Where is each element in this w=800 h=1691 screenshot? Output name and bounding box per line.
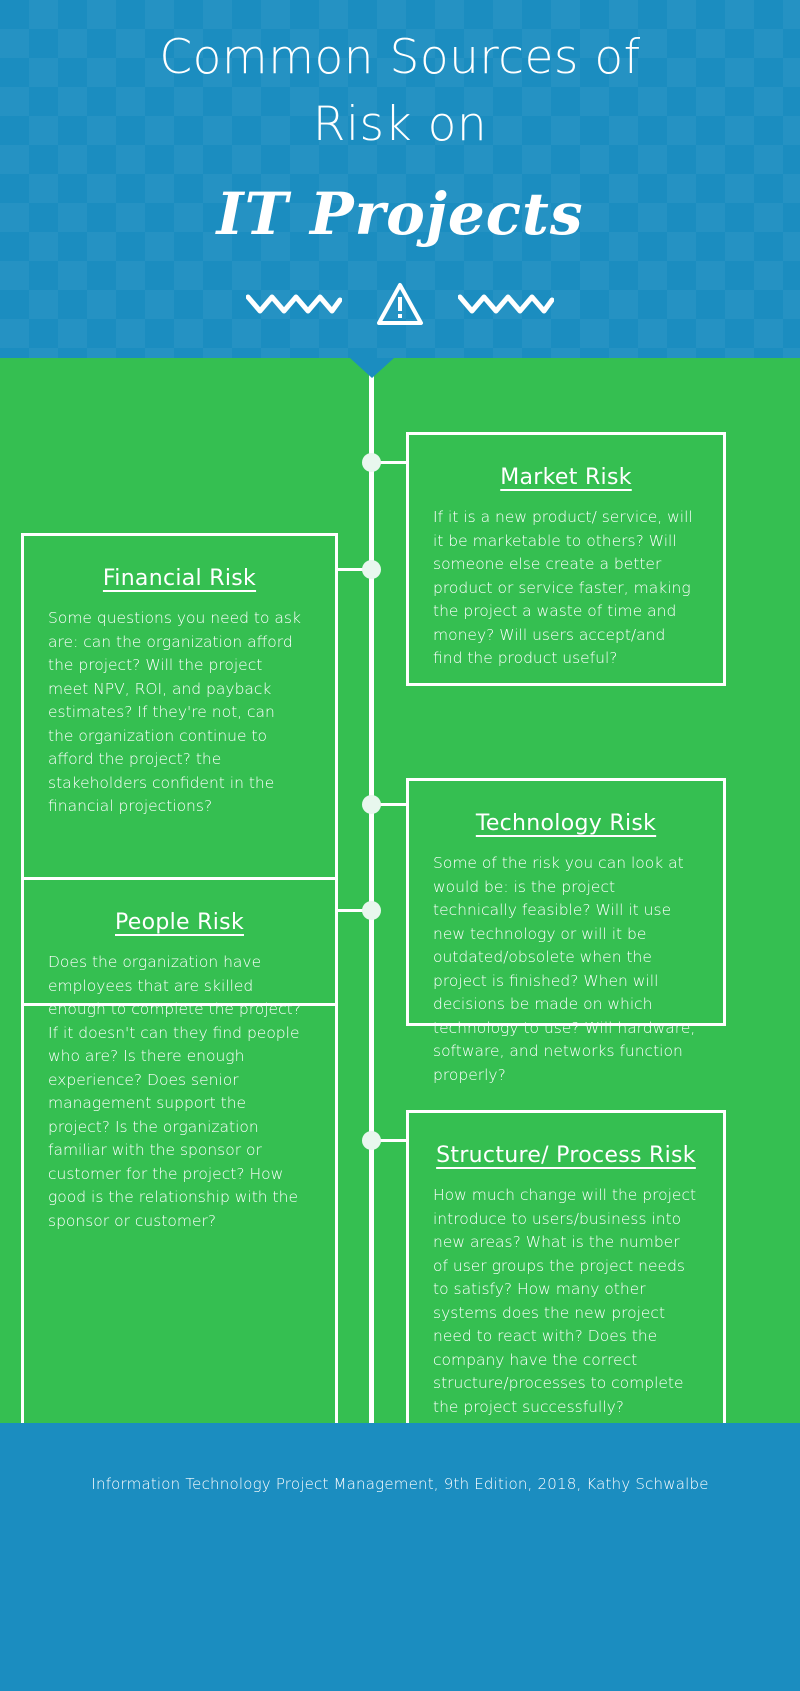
risk-card-text: If it is a new product/ service, will it be marketable to others? Will someone else create a better product or service faster, making the project a waste of time and money? Will users accept/and find the product useful? — [433, 508, 693, 667]
risk-card-market — [406, 432, 726, 686]
risk-card-text: How much change will the project introduce to users/business into new areas? What is the number of user groups the project needs to satisfy? How many other systems does the new project need to react with? Does the company have the correct structure/processes to complete the project successfully? — [433, 1186, 697, 1416]
timeline-node-technology — [362, 795, 381, 814]
connector-structure — [379, 1139, 409, 1142]
header-pointer-triangle — [350, 358, 394, 378]
timeline-node-financial — [362, 560, 381, 579]
title-script: IT Projects — [216, 180, 584, 248]
risk-card-text: Some of the risk you can look at would be: is the project technically feasible? Will it use new technology or will it be outdated/obsolete when the project is finished? When will decisions be made on which technology to use? Will hardware, software, and networks function properly? — [433, 854, 696, 1084]
footer-banner — [0, 1423, 800, 1691]
risk-card-text: Does the organization have employees that are skilled enough to complete the project? If it doesn't can they find people who are? Is there enough experience? Does senior management support the project? Is the organization familiar with the sponsor or customer for the project? How good is the relationship with the sponsor or customer? — [48, 953, 301, 1230]
zigzag-icon — [246, 291, 342, 317]
warning-triangle-icon — [376, 282, 424, 326]
header-banner — [0, 0, 800, 358]
timeline-spine — [369, 358, 374, 1423]
title-line-1: Common Sources of — [159, 30, 641, 85]
risk-card-text: Some questions you need to ask are: can the organization afford the project? Will the project meet NPV, ROI, and payback estimates? If they're not, can the organization continue to afford the project? the stakeholders confident in the financial projections? — [48, 609, 301, 815]
risk-card-title: Structure/ Process Risk — [436, 1143, 696, 1168]
risk-card-title: Financial Risk — [102, 566, 257, 591]
source-citation: Information Technology Project Management, 9th Edition, 2018, Kathy Schwalbe — [91, 1475, 709, 1493]
risk-card-title: Market Risk — [500, 465, 632, 490]
timeline-area — [0, 358, 800, 1423]
zigzag-icon — [458, 291, 554, 317]
header-decoration — [0, 282, 800, 326]
title-line-2: Risk on — [312, 97, 488, 152]
risk-card-technology — [406, 778, 726, 1084]
connector-technology — [379, 803, 409, 806]
timeline-node-structure — [362, 1131, 381, 1150]
timeline-node-people — [362, 901, 381, 920]
connector-market — [379, 461, 409, 464]
risk-card-title: People Risk — [115, 910, 244, 935]
risk-card-title: Technology Risk — [475, 811, 657, 836]
page-title — [0, 24, 800, 158]
timeline-node-market — [362, 453, 381, 472]
